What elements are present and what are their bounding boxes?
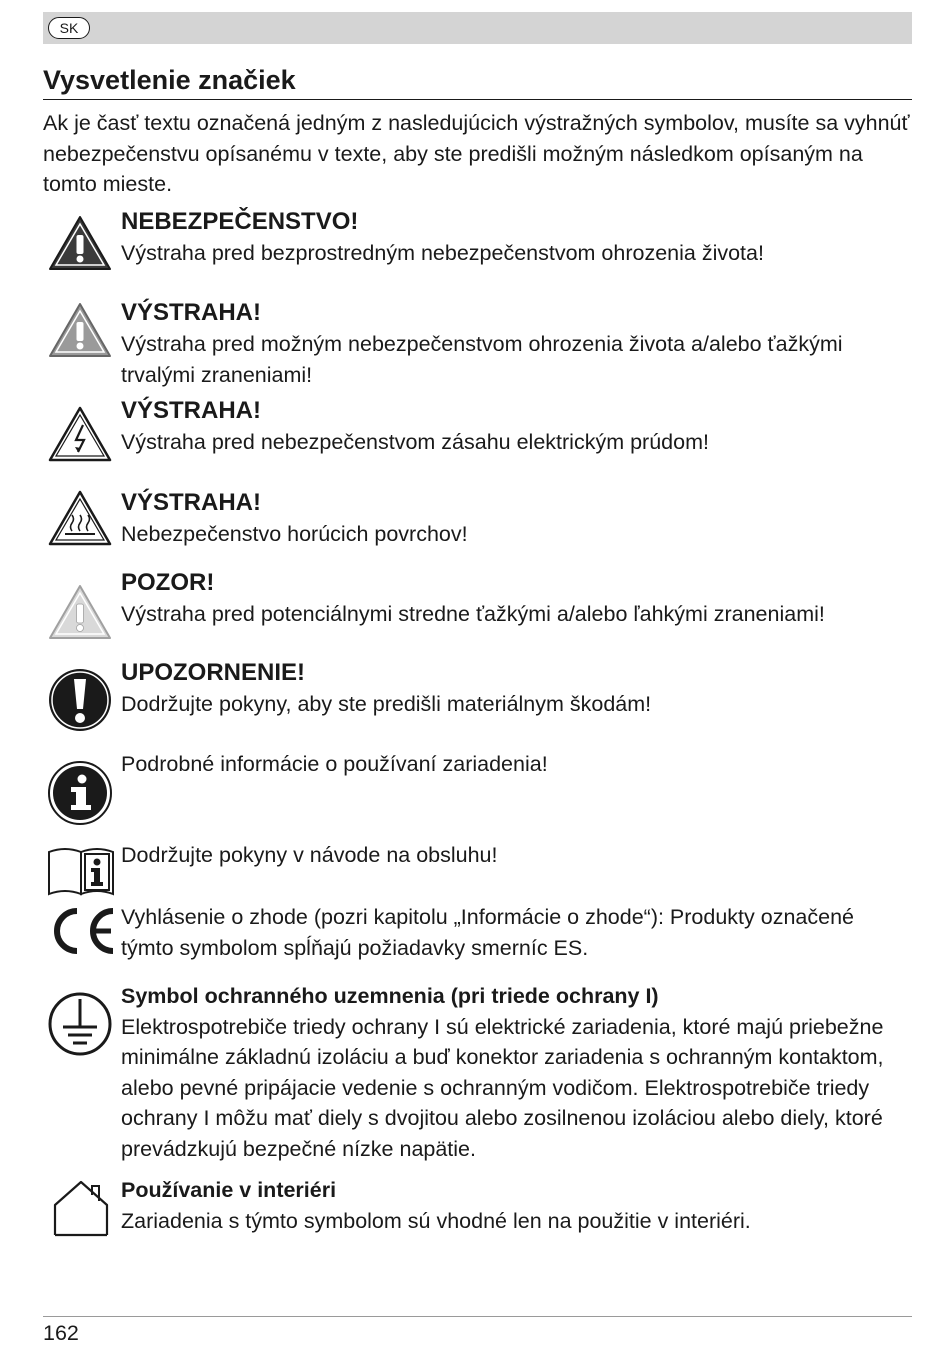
entry-text: Vyhlásenie o zhode (pozri kapitolu „Informácie o zhode“): Produkty označené týmto symbolom spĺňajú požiadavky smerníc ES. [121,905,854,960]
entry-title: NEBEZPEČENSTVO! [121,208,359,235]
header-bar [43,12,912,44]
danger-triangle-icon [47,214,113,272]
ce-mark-icon [49,907,115,955]
footer-divider [43,1316,912,1317]
entry-text: Zariadenia s týmto symbolom sú vhodné len na použitie v interiéri. [121,1208,751,1233]
entry-text: Výstraha pred bezprostredným nebezpečenstvom ohrozenia života! [121,241,764,265]
section-title: Vysvetlenie značiek [43,64,912,100]
entry-title: Symbol ochranného uzemnenia (pri triede ochrany I) [121,984,659,1008]
entry-text: Dodržujte pokyny, aby ste predišli materiálnym škodám! [121,692,652,716]
entry-text: Dodržujte pokyny v návode na obsluhu! [121,843,498,867]
page-number: 162 [43,1321,79,1345]
caution-triangle-icon [47,583,113,641]
entry-title: POZOR! [121,569,215,596]
entry-text: Podrobné informácie o používaní zariadenia! [121,752,548,776]
protective-earth-icon [47,991,113,1057]
manual-book-icon [45,844,117,896]
electric-shock-icon [47,405,113,463]
entry-text: Výstraha pred možným nebezpečenstvom ohrozenia života a/alebo ťažkými trvalými zraneniami! [121,332,843,387]
entry-title: VÝSTRAHA! [121,299,262,326]
intro-paragraph: Ak je časť textu označená jedným z nasledujúcich výstražných symbolov, musíte sa vyhnúť nebezpečenstvu opísanému v texte, aby ste predišli možným následkom opísaným na tomto mieste. [43,111,910,196]
entry-title: VÝSTRAHA! [121,489,262,516]
entry-text: Výstraha pred potenciálnymi stredne ťažkými a/alebo ľahkými zraneniami! [121,602,825,626]
hot-surface-icon [47,489,113,547]
language-badge: SK [48,17,90,39]
entry-title: UPOZORNENIE! [121,659,306,686]
entry-title: VÝSTRAHA! [121,397,262,424]
entry-title: Používanie v interiéri [121,1178,337,1202]
entry-text: Výstraha pred nebezpečenstvom zásahu elektrickým prúdom! [121,430,709,454]
entry-text: Elektrospotrebiče triedy ochrany I sú elektrické zariadenia, ktoré majú priebežne minimálne základnú izoláciu a buď konektor zariadenia s ochranným kontaktom, alebo pevné pripájacie vedenie s ochranným vodičom. Elektrospotrebiče triedy ochrany I môžu mať diely s dvojitou alebo zosilnenou izoláciou alebo diely, ktoré prevádzkujú bezpečné nízke napätie. [121,1014,884,1161]
indoor-use-icon [49,1179,113,1237]
entry-text: Nebezpečenstvo horúcich povrchov! [121,522,468,546]
warning-triangle-icon [47,301,113,359]
info-circle-icon [47,760,113,826]
notice-exclamation-icon [47,667,113,733]
